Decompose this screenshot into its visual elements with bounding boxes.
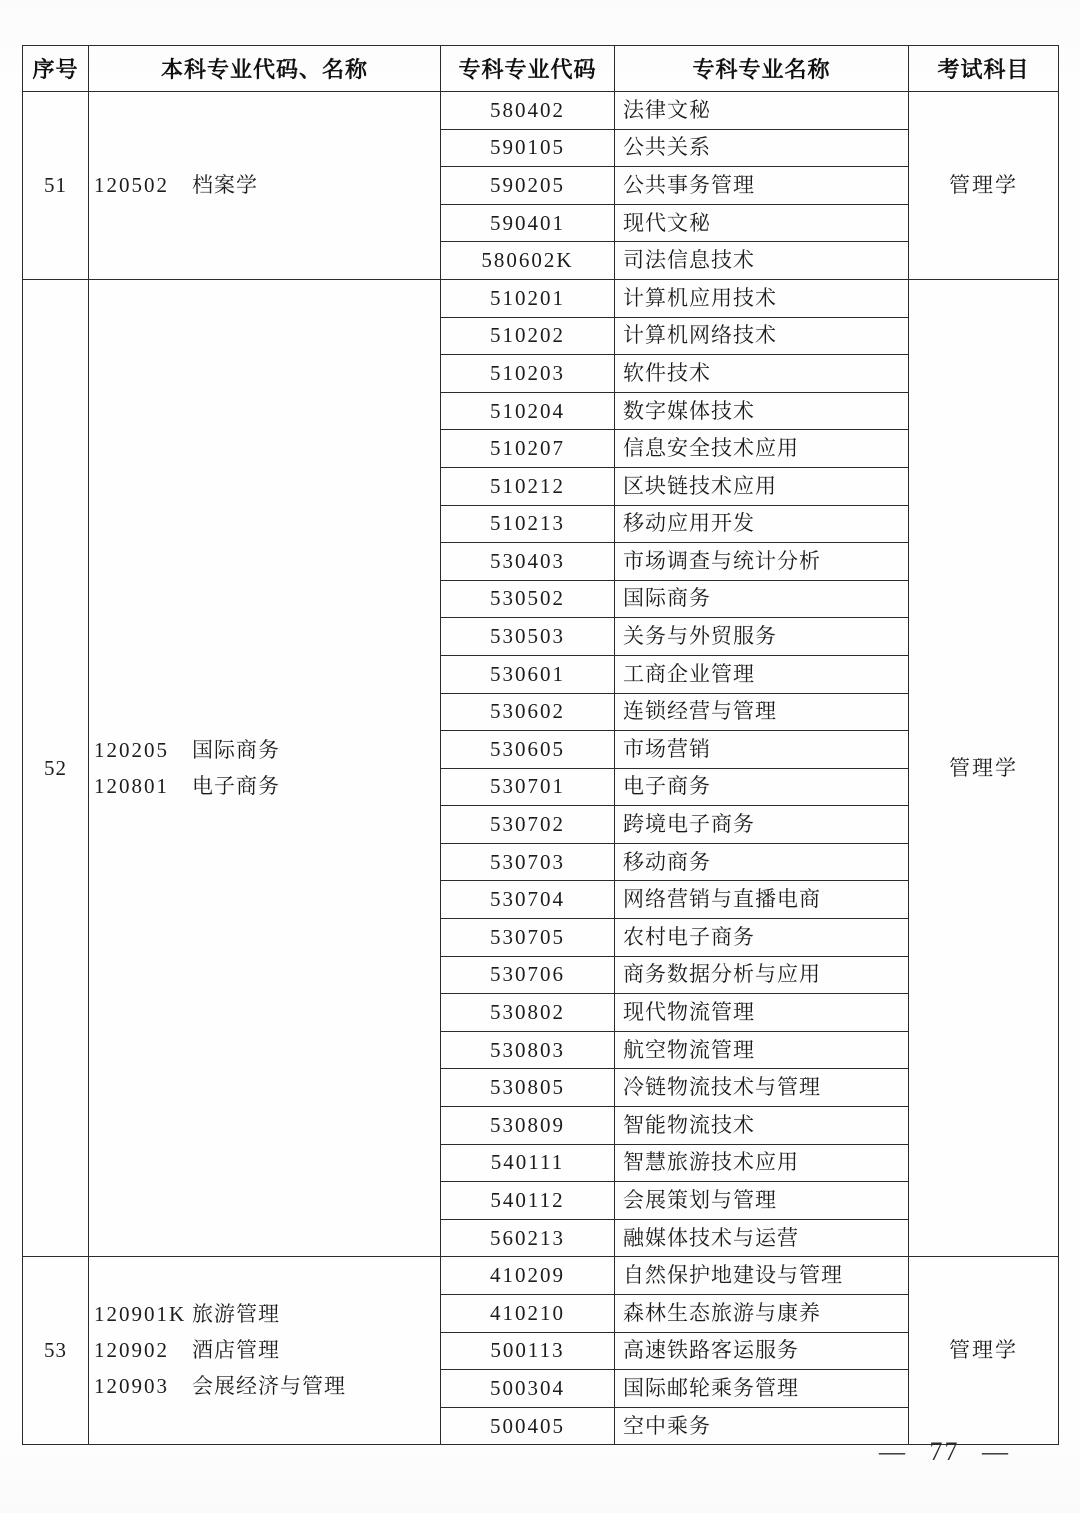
college-code-cell: 560213 [441, 1219, 615, 1257]
undergrad-name: 旅游管理 [192, 1302, 280, 1327]
undergrad-cell [89, 1257, 441, 1445]
college-name-cell: 国际商务 [615, 580, 909, 618]
college-code-cell: 530605 [441, 731, 615, 769]
undergrad-line [94, 1369, 440, 1405]
undergrad-name: 档案学 [192, 172, 258, 197]
college-code-cell: 530704 [441, 881, 615, 919]
undergrad-name: 电子商务 [192, 773, 280, 798]
undergrad-line [94, 732, 440, 768]
college-name-cell: 智能物流技术 [615, 1107, 909, 1145]
college-code-cell: 580402 [441, 92, 615, 130]
college-name-cell: 市场调查与统计分析 [615, 543, 909, 581]
college-name-cell: 法律文秘 [615, 92, 909, 130]
undergrad-code: 120902 [94, 1338, 169, 1363]
college-code-cell: 530705 [441, 919, 615, 957]
college-code-cell: 510207 [441, 430, 615, 468]
college-name-cell: 市场营销 [615, 731, 909, 769]
college-name-cell: 电子商务 [615, 768, 909, 806]
seq-cell: 51 [23, 92, 89, 280]
college-name-cell: 公共关系 [615, 129, 909, 167]
college-code-cell: 500304 [441, 1370, 615, 1408]
column-header-undergrad: 本科专业代码、名称 [89, 46, 441, 92]
college-code-cell: 530809 [441, 1107, 615, 1145]
college-name-cell: 国际邮轮乘务管理 [615, 1370, 909, 1408]
column-header-exam-subject: 考试科目 [909, 46, 1059, 92]
college-name-cell: 公共事务管理 [615, 167, 909, 205]
college-code-cell: 590105 [441, 129, 615, 167]
table-row [23, 279, 1059, 317]
table-row [23, 92, 1059, 130]
college-code-cell: 510212 [441, 467, 615, 505]
college-name-cell: 森林生态旅游与康养 [615, 1295, 909, 1333]
table-row [23, 1257, 1059, 1295]
college-name-cell: 计算机网络技术 [615, 317, 909, 355]
undergrad-code: 120901K [94, 1302, 187, 1327]
major-code-table [22, 45, 1059, 1445]
table-body [23, 92, 1059, 1445]
college-name-cell: 连锁经营与管理 [615, 693, 909, 731]
undergrad-code: 120205 [94, 737, 169, 762]
college-name-cell: 现代文秘 [615, 204, 909, 242]
college-code-cell: 500113 [441, 1332, 615, 1370]
college-code-cell: 410209 [441, 1257, 615, 1295]
college-name-cell: 农村电子商务 [615, 919, 909, 957]
college-name-cell: 工商企业管理 [615, 655, 909, 693]
college-code-cell: 530706 [441, 956, 615, 994]
college-name-cell: 智慧旅游技术应用 [615, 1144, 909, 1182]
college-name-cell: 航空物流管理 [615, 1031, 909, 1069]
college-name-cell: 信息安全技术应用 [615, 430, 909, 468]
college-name-cell: 移动应用开发 [615, 505, 909, 543]
college-name-cell: 数字媒体技术 [615, 392, 909, 430]
undergrad-code: 120801 [94, 773, 169, 798]
college-name-cell: 现代物流管理 [615, 994, 909, 1032]
undergrad-line [94, 167, 440, 203]
undergrad-name: 酒店管理 [192, 1338, 280, 1363]
college-code-cell: 530703 [441, 843, 615, 881]
college-name-cell: 移动商务 [615, 843, 909, 881]
college-code-cell: 530502 [441, 580, 615, 618]
college-code-cell: 510202 [441, 317, 615, 355]
college-code-cell: 530701 [441, 768, 615, 806]
table-header-row [23, 46, 1059, 92]
college-code-cell: 530601 [441, 655, 615, 693]
college-code-cell: 510201 [441, 279, 615, 317]
college-code-cell: 590401 [441, 204, 615, 242]
undergrad-code: 120502 [94, 172, 169, 197]
undergrad-line [94, 1333, 440, 1369]
undergrad-name: 国际商务 [192, 737, 280, 762]
exam-subject-cell: 管理学 [909, 279, 1059, 1256]
college-name-cell: 跨境电子商务 [615, 806, 909, 844]
college-code-cell: 510204 [441, 392, 615, 430]
college-code-cell: 530702 [441, 806, 615, 844]
college-name-cell: 空中乘务 [615, 1407, 909, 1445]
college-code-cell: 500405 [441, 1407, 615, 1445]
college-name-cell: 关务与外贸服务 [615, 618, 909, 656]
college-code-cell: 590205 [441, 167, 615, 205]
college-name-cell: 计算机应用技术 [615, 279, 909, 317]
undergrad-line [94, 1297, 440, 1333]
college-name-cell: 冷链物流技术与管理 [615, 1069, 909, 1107]
college-code-cell: 510213 [441, 505, 615, 543]
college-name-cell: 融媒体技术与运营 [615, 1219, 909, 1257]
college-code-cell: 410210 [441, 1295, 615, 1333]
column-header-college-code: 专科专业代码 [441, 46, 615, 92]
exam-subject-cell: 管理学 [909, 1257, 1059, 1445]
college-name-cell: 自然保护地建设与管理 [615, 1257, 909, 1295]
college-name-cell: 网络营销与直播电商 [615, 881, 909, 919]
undergrad-line [94, 768, 440, 804]
column-header-seq: 序号 [23, 46, 89, 92]
seq-cell: 52 [23, 279, 89, 1256]
undergrad-cell [89, 92, 441, 280]
college-name-cell: 区块链技术应用 [615, 467, 909, 505]
college-code-cell: 540111 [441, 1144, 615, 1182]
college-name-cell: 商务数据分析与应用 [615, 956, 909, 994]
college-name-cell: 软件技术 [615, 355, 909, 393]
college-code-cell: 530805 [441, 1069, 615, 1107]
college-code-cell: 540112 [441, 1182, 615, 1220]
college-code-cell: 530602 [441, 693, 615, 731]
college-name-cell: 司法信息技术 [615, 242, 909, 280]
college-code-cell: 530403 [441, 543, 615, 581]
page-number: — 77 — [879, 1437, 1010, 1466]
college-code-cell: 530503 [441, 618, 615, 656]
undergrad-name: 会展经济与管理 [192, 1374, 346, 1399]
college-code-cell: 510203 [441, 355, 615, 393]
college-code-cell: 580602K [441, 242, 615, 280]
column-header-college-name: 专科专业名称 [615, 46, 909, 92]
college-name-cell: 会展策划与管理 [615, 1182, 909, 1220]
college-name-cell: 高速铁路客运服务 [615, 1332, 909, 1370]
exam-subject-cell: 管理学 [909, 92, 1059, 280]
undergrad-cell [89, 279, 441, 1256]
college-code-cell: 530803 [441, 1031, 615, 1069]
college-code-cell: 530802 [441, 994, 615, 1032]
undergrad-code: 120903 [94, 1374, 169, 1399]
seq-cell: 53 [23, 1257, 89, 1445]
